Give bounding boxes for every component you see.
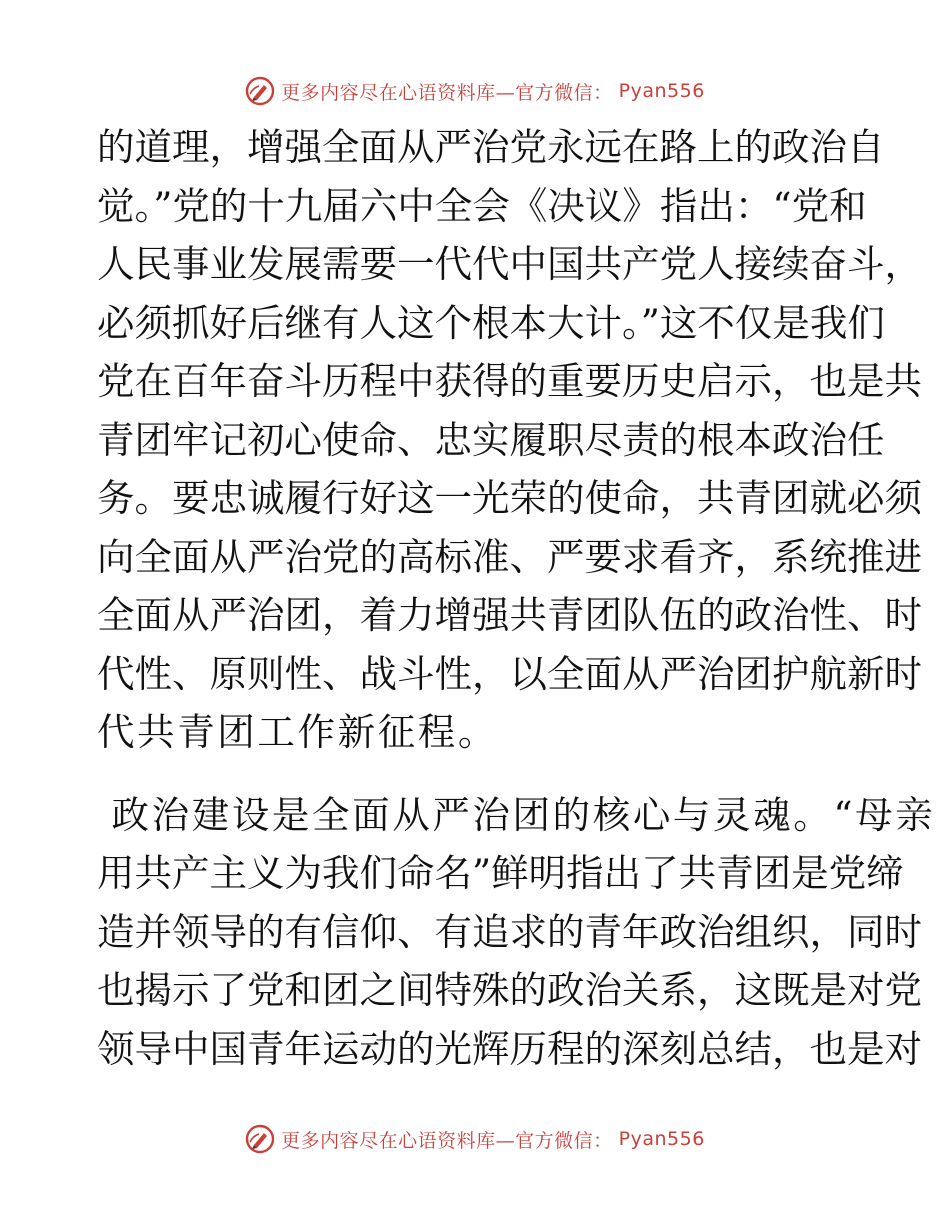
- text-line: 领导中国青年运动的光辉历程的深刻总结，也是对: [97, 1026, 922, 1071]
- text-line: 党在百年奋斗历程中获得的重要历史启示，也是共: [97, 359, 922, 403]
- watermark-text: 更多内容尽在心语资料库—官方微信：: [281, 1129, 613, 1152]
- watermark-wechat-id: Pyan556: [618, 1128, 705, 1150]
- text-line: 代性、原则性、战斗性，以全面从严治团护航新时: [97, 651, 922, 696]
- footer-watermark: [0, 1124, 950, 1154]
- text-line: 用共产主义为我们命名”鲜明指出了共青团是党缔: [97, 851, 904, 895]
- text-line: 务。要忠诚履行好这一光荣的使命，共青团就必须: [97, 476, 922, 520]
- header-watermark: [0, 76, 950, 106]
- text-line: 向全面从严治党的高标准、严要求看齐，系统推进: [97, 534, 922, 579]
- text-line: 的道理，增强全面从严治党永远在路上的政治自: [97, 125, 885, 169]
- text-line: 全面从严治团，着力增强共青团队伍的政治性、时: [97, 593, 922, 637]
- paragraph-spacer: [97, 762, 857, 786]
- text-line: 代共青团工作新征程。: [97, 710, 498, 754]
- text-line: 觉。”党的十九届六中全会《决议》指出：“党和: [97, 183, 867, 228]
- paragraph-1: [97, 118, 922, 762]
- text-line: 造并领导的有信仰、有追求的青年政治组织，同时: [97, 909, 922, 954]
- text-line: 必须抓好后继有人这个根本大计。”这不仅是我们: [97, 300, 885, 345]
- watermark-wechat-id: Pyan556: [618, 80, 705, 102]
- paragraph-2: [97, 786, 936, 1079]
- text-line: 人民事业发展需要一代代中国共产党人接续奋斗，: [97, 242, 922, 286]
- pen-logo-icon: [245, 76, 275, 106]
- text-line: 政治建设是全面从严治团的核心与灵魂。“母亲: [97, 792, 936, 837]
- document-body: [97, 118, 936, 1078]
- text-line: 青团牢记初心使命、忠实履职尽责的根本政治任: [97, 417, 885, 462]
- watermark-text: 更多内容尽在心语资料库—官方微信：: [281, 81, 613, 104]
- text-line: 也揭示了党和团之间特殊的政治关系，这既是对党: [97, 968, 922, 1012]
- pen-logo-icon: [245, 1124, 275, 1154]
